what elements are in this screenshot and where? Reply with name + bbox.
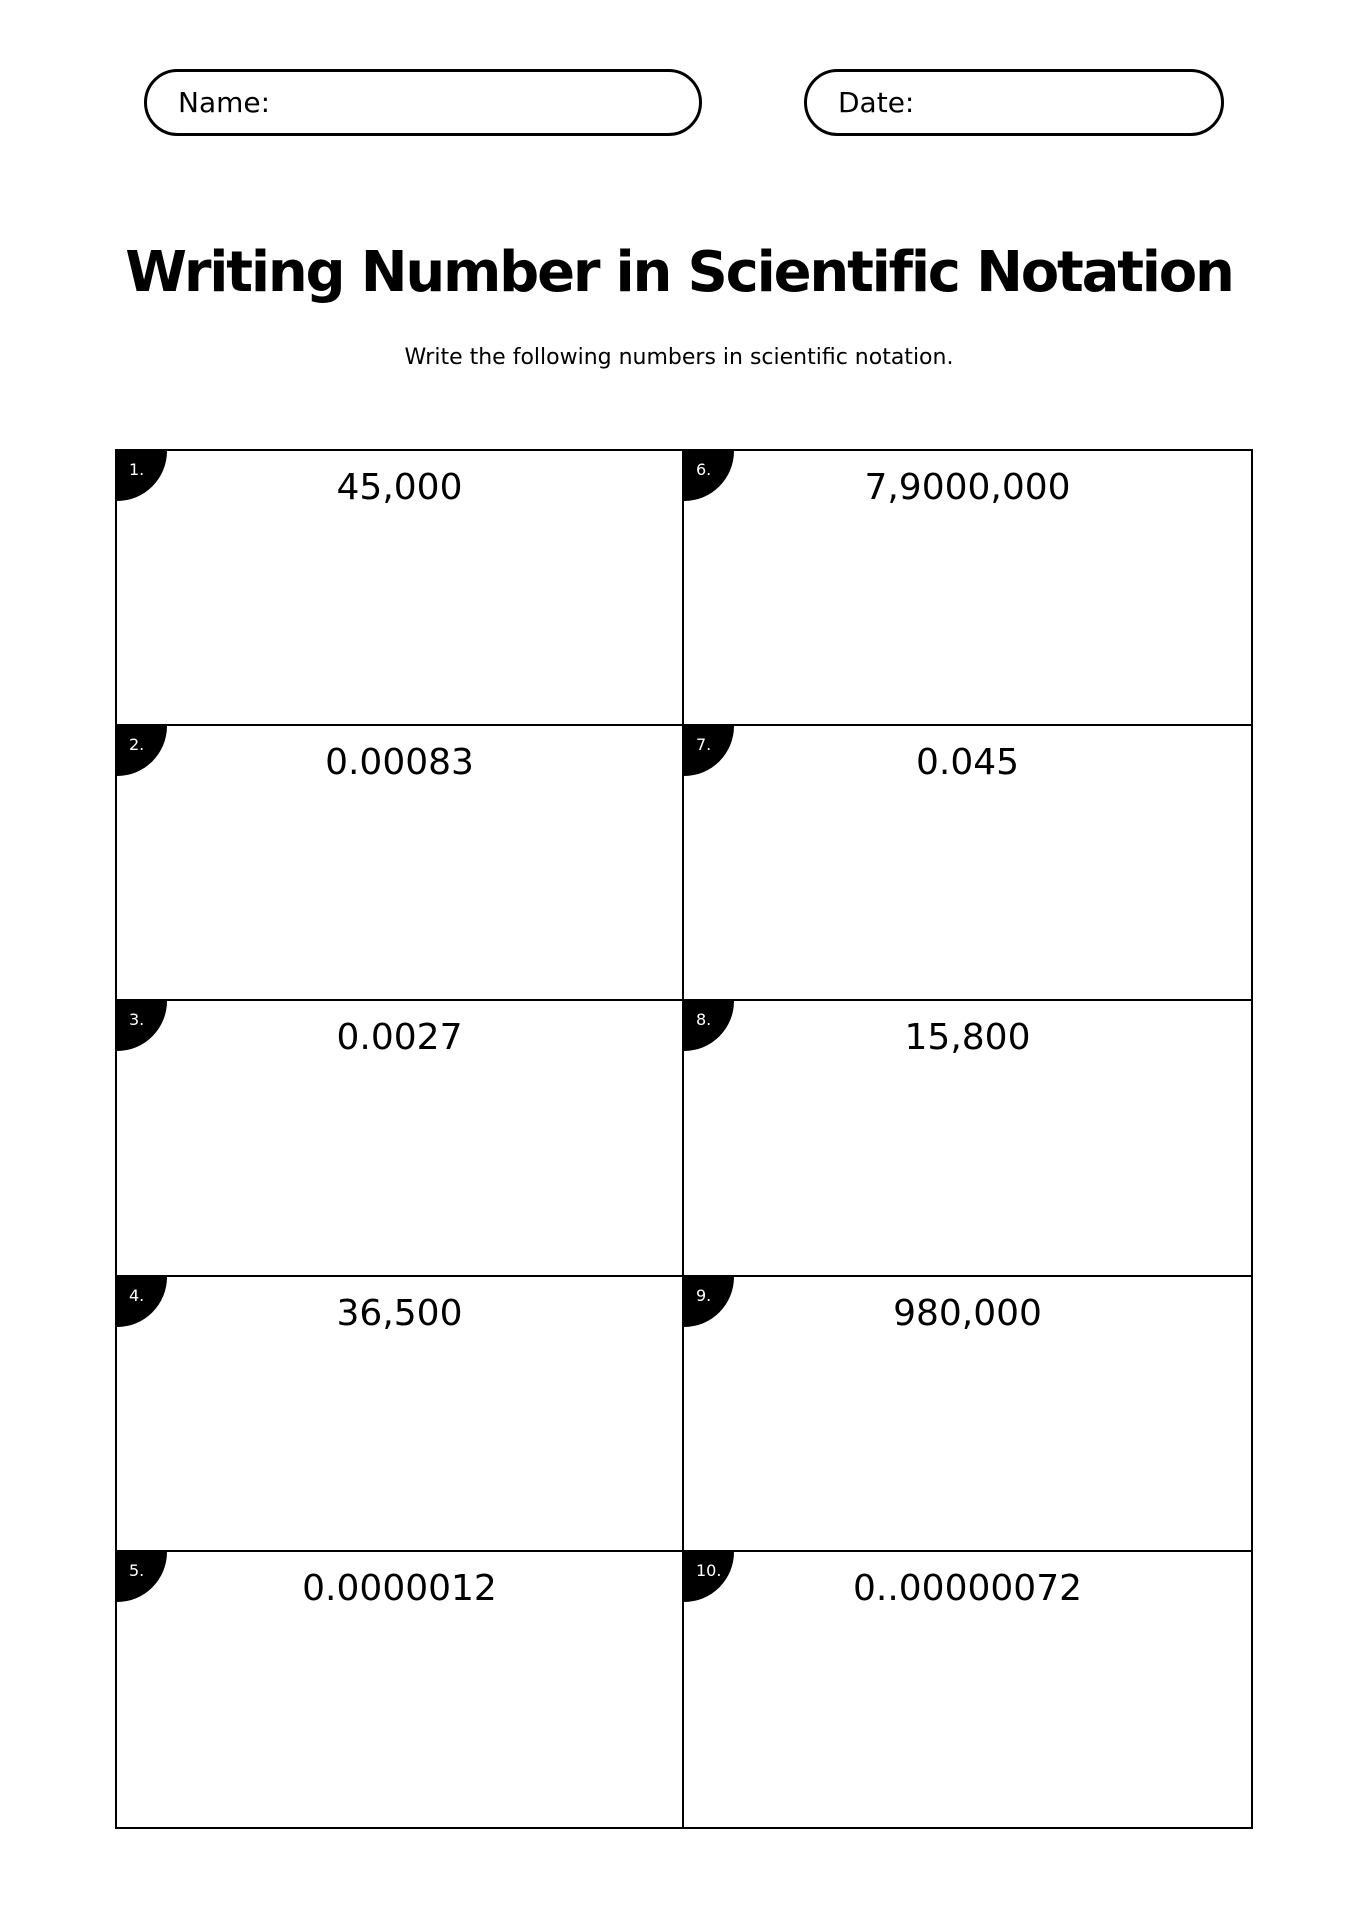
page-title: Writing Number in Scientific Notation	[125, 240, 1233, 305]
answer-area[interactable]	[117, 1357, 682, 1550]
name-field[interactable]	[144, 69, 702, 136]
problem-cell	[684, 1552, 1251, 1827]
problem-number: 2.	[129, 735, 145, 755]
answer-area[interactable]	[117, 1632, 682, 1827]
problem-value: 0..00000072	[852, 1567, 1083, 1609]
problem-number: 3.	[129, 1010, 145, 1030]
problem-cell	[117, 1552, 684, 1827]
answer-area[interactable]	[684, 1081, 1251, 1274]
problem-number: 5.	[129, 1560, 145, 1580]
problem-value: 0.0000012	[302, 1567, 497, 1609]
problem-number: 1.	[129, 460, 145, 479]
problem-number: 6.	[696, 460, 712, 479]
problem-cell	[117, 1001, 684, 1276]
date-field[interactable]	[804, 69, 1224, 136]
problem-value: 36,500	[336, 1292, 463, 1334]
problem-cell	[117, 1277, 684, 1552]
problem-value: 0.0027	[336, 1017, 463, 1059]
problem-value: 0.00083	[325, 742, 474, 784]
problem-number: 10.	[696, 1560, 722, 1580]
problem-value: 0.045	[915, 742, 1020, 784]
problems-grid	[115, 449, 1253, 1829]
problem-cell	[684, 451, 1251, 726]
answer-area[interactable]	[117, 1081, 682, 1274]
answer-area[interactable]	[684, 1632, 1251, 1827]
problem-cell	[117, 726, 684, 1001]
answer-area[interactable]	[117, 531, 682, 724]
problem-number: 7.	[696, 735, 712, 755]
problem-cell	[684, 1277, 1251, 1552]
answer-area[interactable]	[684, 1357, 1251, 1550]
problem-cell	[684, 726, 1251, 1001]
problem-number: 4.	[129, 1285, 145, 1305]
problem-number: 9.	[696, 1285, 712, 1305]
name-input[interactable]	[280, 71, 699, 134]
problem-cell	[684, 1001, 1251, 1276]
problem-value: 15,800	[904, 1017, 1031, 1059]
problem-number: 8.	[696, 1010, 712, 1030]
problem-value: 980,000	[893, 1292, 1042, 1334]
date-label: Date:	[838, 86, 915, 119]
problem-value: 7,9000,000	[864, 467, 1071, 508]
name-label: Name:	[178, 86, 271, 119]
instructions: Write the following numbers in scientific notation.	[404, 345, 954, 370]
date-input[interactable]	[924, 71, 1277, 134]
answer-area[interactable]	[117, 806, 682, 999]
answer-area[interactable]	[684, 806, 1251, 999]
problem-value: 45,000	[336, 467, 463, 508]
problem-cell	[117, 451, 684, 726]
answer-area[interactable]	[684, 531, 1251, 724]
